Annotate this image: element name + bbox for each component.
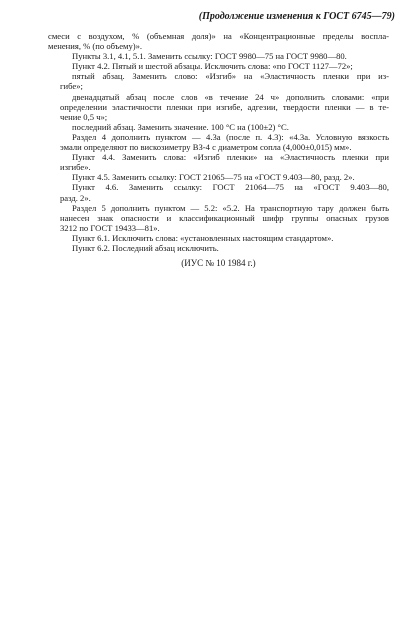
- paragraph: [48, 122, 389, 132]
- paragraph: [48, 31, 389, 51]
- text-line: эмали определяют по вискозиметру ВЗ-4 с диаметром сопла (4,000±0,015) мм».: [60, 142, 352, 153]
- text-line: Пункты 3.1, 4.1, 5.1. Заменить ссылку: ГОСТ 9980—75 на ГОСТ 9980—80.: [72, 51, 347, 62]
- paragraph: [48, 92, 389, 122]
- text-line: Раздел 5 дополнить пунктом — 5.2: «5.2. На транспортную тару должен быть: [72, 202, 389, 213]
- text-line: последний абзац. Заменить значение. 100 °С на (100±2) °С.: [72, 121, 289, 132]
- paragraph: [48, 51, 389, 61]
- paragraph: [48, 233, 389, 243]
- text-line: гибе»;: [60, 81, 83, 92]
- text-line: менения, % (по объему)».: [48, 41, 143, 52]
- document-body: [48, 31, 389, 268]
- paragraph: [48, 182, 389, 202]
- text-line: Раздел 4 дополнить пунктом — 4.3а (после п. 4.3): «4.3а. Условную вязкость: [72, 131, 389, 142]
- paragraph: [48, 61, 389, 71]
- text-line: пятый абзац. Заменить слово: «Изгиб» на «Эластичность пленки при из-: [72, 71, 389, 82]
- text-line: Пункт 4.4. Заменить слова: «Изгиб пленки» на «Эластичность пленки при: [72, 152, 389, 163]
- paragraph: [48, 71, 389, 91]
- text-line: двенадцатый абзац после слов «в течение 24 ч» дополнить словами: «при: [72, 91, 389, 102]
- text-line: изгибе».: [60, 162, 91, 173]
- text-line: Пункт 4.5. Заменить ссылку: ГОСТ 21065—75 на «ГОСТ 9.403—80, разд. 2».: [72, 172, 355, 183]
- text-line: Пункт 4.2. Пятый и шестой абзацы. Исключить слова: «по ГОСТ 1127—72»;: [72, 61, 353, 72]
- text-line: нанесен знак опасности и классификационный шифр группы опасных грузов: [60, 212, 389, 223]
- text-line: чение 0,5 ч»;: [60, 111, 108, 122]
- text-line: Пункт 6.1. Исключить слова: «установленных настоящим стандартом».: [72, 232, 334, 243]
- text-line: Пункт 6.2. Последний абзац исключить.: [72, 242, 219, 253]
- paragraph: [48, 172, 389, 182]
- text-line: определении эластичности пленки при изгибе, адгезии, твердости пленки — в те-: [60, 101, 389, 112]
- page-header: (Продолжение изменения к ГОСТ 6745—79): [198, 11, 395, 22]
- paragraph: [48, 243, 389, 253]
- paragraph: [48, 152, 389, 172]
- text-line: разд. 2».: [60, 192, 91, 203]
- text-line: смеси с воздухом, % (объемная доля)» на «Концентрационные пределы воспла-: [48, 31, 389, 41]
- paragraph: [48, 132, 389, 152]
- text-line: Пункт 4.6. Заменить ссылку: ГОСТ 21064—75 на «ГОСТ 9.403—80,: [72, 182, 389, 193]
- paragraph: [48, 203, 389, 233]
- text-line: 3212 по ГОСТ 19433—81».: [60, 222, 160, 233]
- publication-note: [48, 258, 389, 268]
- text-line: (ИУС № 10 1984 г.): [181, 258, 256, 269]
